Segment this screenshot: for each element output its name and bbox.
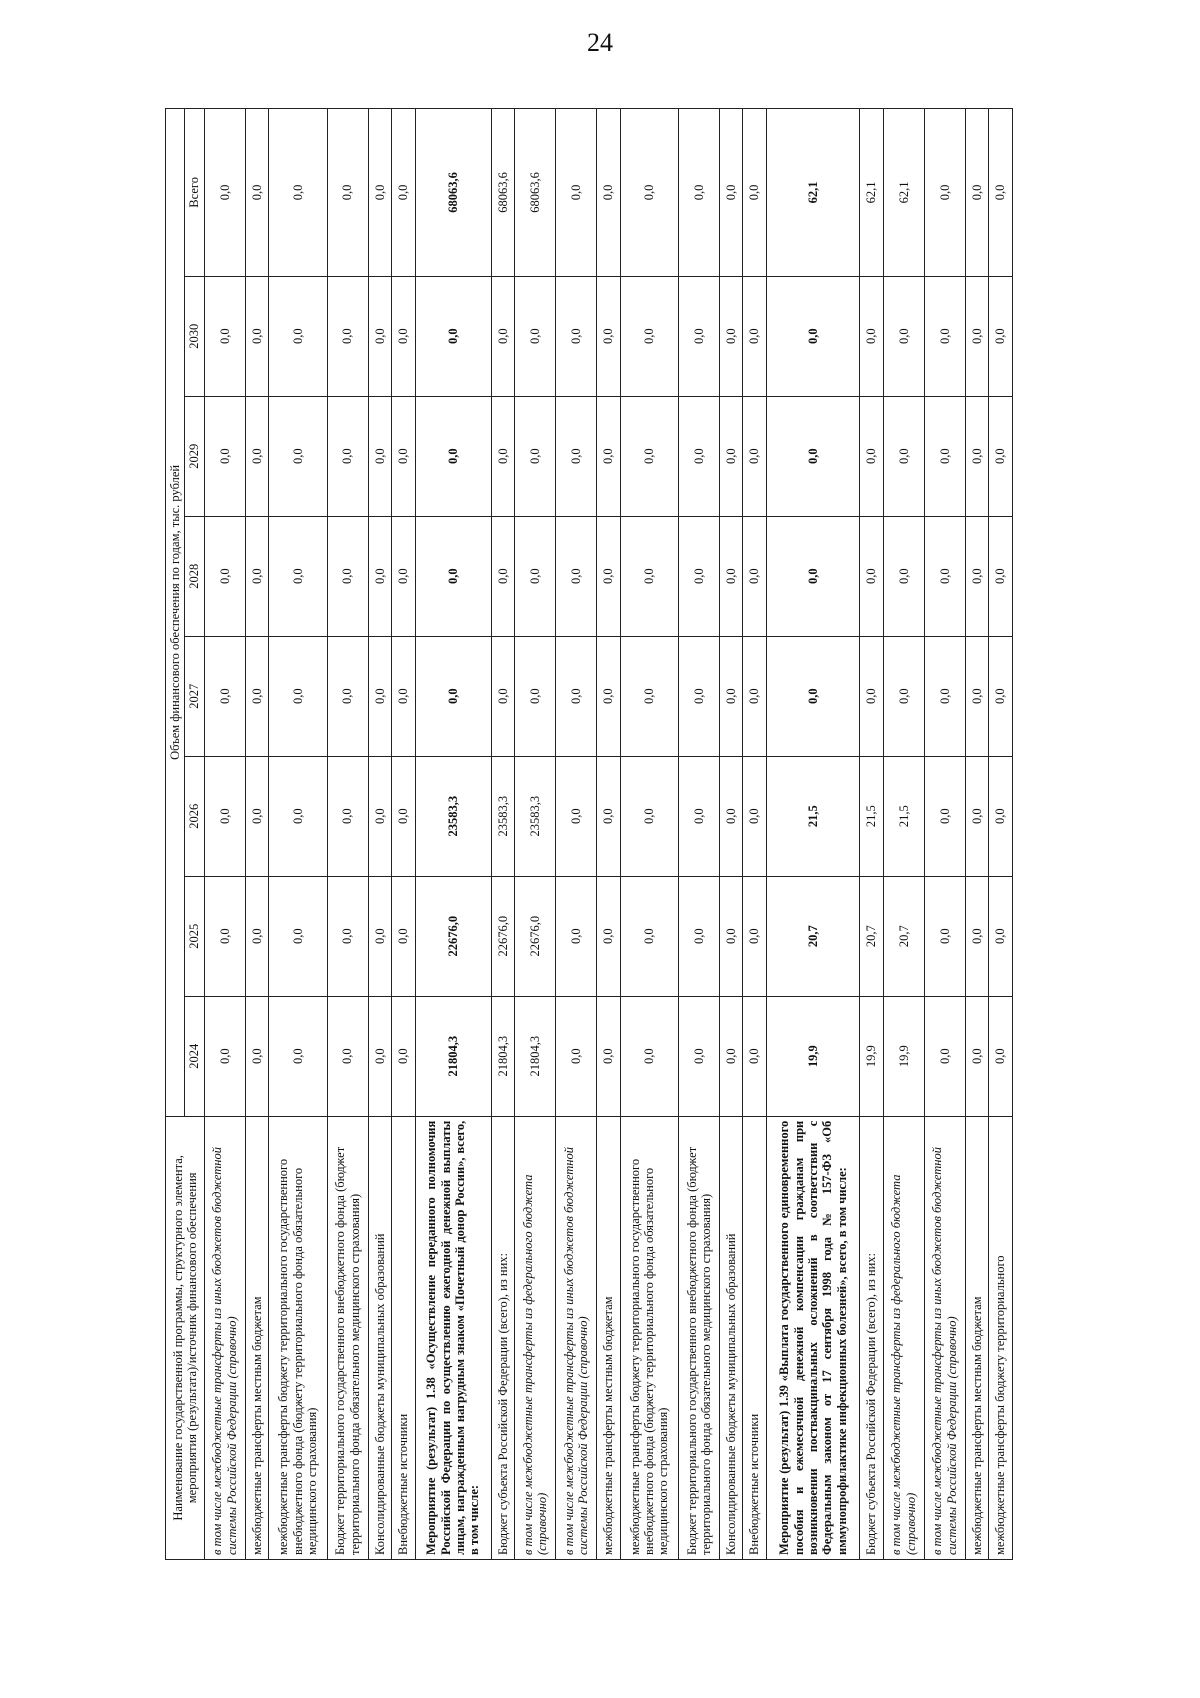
row-year-value: 23583,3 bbox=[491, 756, 515, 876]
row-name: межбюджетные трансферты бюджету территориального государственного внебюджетного фонда (бюджету территориального фонда обязательного медицинского страхования) bbox=[269, 1116, 327, 1559]
table-row bbox=[392, 109, 416, 1560]
row-name: Консолидированные бюджеты муниципальных образований bbox=[719, 1116, 743, 1559]
row-year-value: 22676,0 bbox=[491, 876, 515, 996]
row-year-value: 0,0 bbox=[368, 636, 392, 756]
row-name: Внебюджетные источники bbox=[392, 1116, 416, 1559]
row-name: Бюджет территориального государственного внебюджетного фонда (бюджет территориального фонда обязательного медицинского страхования) bbox=[327, 1116, 368, 1559]
table-row bbox=[860, 109, 884, 1560]
row-year-value: 0,0 bbox=[620, 516, 678, 636]
row-year-value: 0,0 bbox=[491, 516, 515, 636]
row-year-value: 0,0 bbox=[392, 876, 416, 996]
table-row bbox=[766, 109, 859, 1560]
row-year-value: 0,0 bbox=[556, 396, 597, 516]
row-year-value: 0,0 bbox=[204, 396, 245, 516]
row-year-value: 0,0 bbox=[597, 756, 621, 876]
row-name-text: в том числе межбюджетные трансферты из федерального бюджета (справочно) bbox=[520, 1174, 550, 1555]
row-year-value: 0,0 bbox=[392, 756, 416, 876]
table-row bbox=[719, 109, 743, 1560]
row-year-value: 0,0 bbox=[924, 756, 965, 876]
row-year-value: 0,0 bbox=[392, 276, 416, 396]
row-year-value: 0,0 bbox=[327, 636, 368, 756]
row-year-value: 0,0 bbox=[678, 516, 719, 636]
row-year-value: 0,0 bbox=[415, 276, 491, 396]
row-year-value: 0,0 bbox=[743, 276, 767, 396]
table-row bbox=[678, 109, 719, 1560]
row-year-value: 0,0 bbox=[392, 396, 416, 516]
row-year-value: 0,0 bbox=[269, 756, 327, 876]
table-row bbox=[597, 109, 621, 1560]
row-year-value: 0,0 bbox=[368, 756, 392, 876]
row-year-value: 0,0 bbox=[965, 756, 989, 876]
table-row bbox=[965, 109, 989, 1560]
row-year-value: 0,0 bbox=[965, 516, 989, 636]
row-year-value: 21804,3 bbox=[491, 996, 515, 1116]
row-name: межбюджетные трансферты бюджету территориального bbox=[989, 1116, 1013, 1559]
row-year-value: 0,0 bbox=[491, 396, 515, 516]
row-year-value: 0,0 bbox=[204, 876, 245, 996]
row-year-value: 0,0 bbox=[924, 876, 965, 996]
row-name-text: в том числе межбюджетные трансферты из иных бюджетов бюджетной системы Российской Федерации (справочно) bbox=[561, 1147, 591, 1555]
row-year-value: 0,0 bbox=[766, 636, 859, 756]
row-year-value: 0,0 bbox=[204, 756, 245, 876]
header-total: Всего bbox=[185, 109, 204, 277]
row-year-value: 0,0 bbox=[620, 996, 678, 1116]
row-year-value: 0,0 bbox=[327, 396, 368, 516]
row-total-value: 68063,6 bbox=[415, 109, 491, 277]
row-name: Консолидированные бюджеты муниципальных образований bbox=[368, 1116, 392, 1559]
row-year-value: 0,0 bbox=[415, 636, 491, 756]
row-year-value: 0,0 bbox=[924, 396, 965, 516]
row-total-value: 0,0 bbox=[556, 109, 597, 277]
row-year-value: 0,0 bbox=[719, 636, 743, 756]
row-year-value: 0,0 bbox=[556, 276, 597, 396]
row-total-value: 0,0 bbox=[245, 109, 269, 277]
row-year-value: 0,0 bbox=[678, 276, 719, 396]
row-year-value: 0,0 bbox=[597, 396, 621, 516]
header-year: 2025 bbox=[185, 876, 204, 996]
row-year-value: 0,0 bbox=[719, 756, 743, 876]
row-year-value: 0,0 bbox=[515, 396, 556, 516]
row-year-value: 0,0 bbox=[368, 396, 392, 516]
row-year-value: 21,5 bbox=[860, 756, 884, 876]
row-year-value: 0,0 bbox=[743, 756, 767, 876]
row-name: Бюджет субъекта Российской Федерации (всего), из них: bbox=[860, 1116, 884, 1559]
row-year-value: 0,0 bbox=[204, 516, 245, 636]
row-year-value: 0,0 bbox=[327, 996, 368, 1116]
row-name: Мероприятие (результат) 1.38 «Осуществление переданного полномочия Российской Федерации по осуществлению ежегодной денежной выплаты лицам, награжденным нагрудным знаком «Почетный донор России», всего, в том числе: bbox=[415, 1116, 491, 1559]
row-year-value: 0,0 bbox=[245, 636, 269, 756]
row-year-value: 0,0 bbox=[678, 636, 719, 756]
row-year-value: 0,0 bbox=[620, 276, 678, 396]
row-year-value: 23583,3 bbox=[415, 756, 491, 876]
financing-table bbox=[165, 108, 1013, 1560]
row-year-value: 0,0 bbox=[678, 876, 719, 996]
row-year-value: 0,0 bbox=[368, 516, 392, 636]
table-body bbox=[204, 109, 1012, 1560]
page-number: 24 bbox=[587, 28, 613, 57]
row-year-value: 21804,3 bbox=[415, 996, 491, 1116]
row-year-value: 0,0 bbox=[556, 756, 597, 876]
row-year-value: 0,0 bbox=[989, 636, 1013, 756]
row-year-value: 0,0 bbox=[597, 996, 621, 1116]
row-total-value: 0,0 bbox=[597, 109, 621, 277]
row-total-value: 0,0 bbox=[204, 109, 245, 277]
row-year-value: 0,0 bbox=[269, 996, 327, 1116]
row-year-value: 0,0 bbox=[743, 876, 767, 996]
table-row bbox=[204, 109, 245, 1560]
row-name: Бюджет субъекта Российской Федерации (всего), из них: bbox=[491, 1116, 515, 1559]
row-year-value: 21804,3 bbox=[515, 996, 556, 1116]
row-year-value: 0,0 bbox=[989, 516, 1013, 636]
row-year-value: 0,0 bbox=[515, 276, 556, 396]
table-row bbox=[556, 109, 597, 1560]
table-row bbox=[269, 109, 327, 1560]
row-name bbox=[556, 1116, 597, 1559]
row-year-value: 0,0 bbox=[597, 276, 621, 396]
row-year-value: 0,0 bbox=[989, 396, 1013, 516]
header-name: Наименование государственной программы, структурного элемента, мероприятия (результата)/источник финансового обеспечения bbox=[166, 1116, 205, 1559]
row-year-value: 0,0 bbox=[415, 396, 491, 516]
row-year-value: 0,0 bbox=[556, 636, 597, 756]
row-year-value: 0,0 bbox=[620, 636, 678, 756]
row-year-value: 0,0 bbox=[204, 996, 245, 1116]
row-name: Мероприятие (результат) 1.39 «Выплата государственного единовременного пособия и ежемесячной денежной компенсации гражданам при возникновении поствакцинальных осложнений в соответствии с Федеральным законом от 17 сентября 1998 года № 157-ФЗ «Об иммунопрофилактике инфекционных болезней», всего, в том числе: bbox=[766, 1116, 859, 1559]
table-row bbox=[491, 109, 515, 1560]
row-total-value: 0,0 bbox=[327, 109, 368, 277]
row-year-value: 0,0 bbox=[556, 516, 597, 636]
table-row bbox=[620, 109, 678, 1560]
row-total-value: 0,0 bbox=[678, 109, 719, 277]
row-year-value: 0,0 bbox=[719, 396, 743, 516]
row-year-value: 0,0 bbox=[269, 396, 327, 516]
row-year-value: 0,0 bbox=[327, 276, 368, 396]
row-year-value: 0,0 bbox=[245, 276, 269, 396]
table-row bbox=[515, 109, 556, 1560]
row-name: межбюджетные трансферты бюджету территориального государственного внебюджетного фонда (бюджету территориального фонда обязательного медицинского страхования) bbox=[620, 1116, 678, 1559]
row-year-value: 0,0 bbox=[965, 636, 989, 756]
row-year-value: 0,0 bbox=[515, 516, 556, 636]
row-year-value: 0,0 bbox=[883, 516, 924, 636]
row-year-value: 0,0 bbox=[392, 516, 416, 636]
row-total-value: 0,0 bbox=[989, 109, 1013, 277]
row-year-value: 22676,0 bbox=[415, 876, 491, 996]
row-year-value: 20,7 bbox=[766, 876, 859, 996]
row-year-value: 0,0 bbox=[860, 636, 884, 756]
row-year-value: 0,0 bbox=[766, 516, 859, 636]
row-year-value: 0,0 bbox=[743, 996, 767, 1116]
row-total-value: 0,0 bbox=[719, 109, 743, 277]
row-total-value: 62,1 bbox=[860, 109, 884, 277]
row-total-value: 62,1 bbox=[883, 109, 924, 277]
row-year-value: 0,0 bbox=[883, 276, 924, 396]
row-name: межбюджетные трансферты местным бюджетам bbox=[965, 1116, 989, 1559]
header-year: 2027 bbox=[185, 636, 204, 756]
table-row bbox=[327, 109, 368, 1560]
header-year: 2026 bbox=[185, 756, 204, 876]
row-year-value: 19,9 bbox=[860, 996, 884, 1116]
row-year-value: 0,0 bbox=[719, 996, 743, 1116]
row-year-value: 23583,3 bbox=[515, 756, 556, 876]
row-year-value: 0,0 bbox=[924, 276, 965, 396]
row-year-value: 0,0 bbox=[245, 396, 269, 516]
row-year-value: 0,0 bbox=[965, 996, 989, 1116]
row-total-value: 68063,6 bbox=[515, 109, 556, 277]
header-year: 2029 bbox=[185, 396, 204, 516]
row-year-value: 0,0 bbox=[989, 996, 1013, 1116]
row-year-value: 22676,0 bbox=[515, 876, 556, 996]
row-year-value: 0,0 bbox=[491, 636, 515, 756]
row-year-value: 0,0 bbox=[924, 636, 965, 756]
rotated-table-container bbox=[165, 108, 1013, 1560]
row-year-value: 0,0 bbox=[368, 996, 392, 1116]
row-year-value: 0,0 bbox=[491, 276, 515, 396]
row-year-value: 0,0 bbox=[743, 396, 767, 516]
row-total-value: 0,0 bbox=[620, 109, 678, 277]
row-year-value: 0,0 bbox=[620, 396, 678, 516]
row-year-value: 0,0 bbox=[392, 636, 416, 756]
row-year-value: 0,0 bbox=[766, 276, 859, 396]
row-year-value: 0,0 bbox=[245, 756, 269, 876]
row-year-value: 0,0 bbox=[620, 756, 678, 876]
row-year-value: 0,0 bbox=[883, 636, 924, 756]
row-year-value: 0,0 bbox=[204, 636, 245, 756]
row-year-value: 0,0 bbox=[269, 636, 327, 756]
row-year-value: 0,0 bbox=[965, 876, 989, 996]
row-year-value: 0,0 bbox=[719, 876, 743, 996]
table-row bbox=[245, 109, 269, 1560]
row-year-value: 0,0 bbox=[860, 276, 884, 396]
table-row bbox=[989, 109, 1013, 1560]
row-name-text: в том числе межбюджетные трансферты из иных бюджетов бюджетной системы Российской Федерации (справочно) bbox=[210, 1147, 239, 1555]
header-row-1 bbox=[166, 109, 185, 1560]
row-name bbox=[204, 1116, 245, 1559]
header-year: 2030 bbox=[185, 276, 204, 396]
row-year-value: 0,0 bbox=[556, 996, 597, 1116]
row-year-value: 0,0 bbox=[766, 396, 859, 516]
row-year-value: 0,0 bbox=[989, 876, 1013, 996]
row-year-value: 0,0 bbox=[327, 516, 368, 636]
row-name: межбюджетные трансферты местным бюджетам bbox=[245, 1116, 269, 1559]
row-total-value: 0,0 bbox=[965, 109, 989, 277]
row-year-value: 20,7 bbox=[860, 876, 884, 996]
row-year-value: 0,0 bbox=[678, 756, 719, 876]
row-total-value: 0,0 bbox=[392, 109, 416, 277]
row-year-value: 0,0 bbox=[743, 636, 767, 756]
row-year-value: 0,0 bbox=[245, 996, 269, 1116]
table-row bbox=[368, 109, 392, 1560]
row-year-value: 0,0 bbox=[924, 996, 965, 1116]
row-year-value: 0,0 bbox=[204, 276, 245, 396]
header-year: 2028 bbox=[185, 516, 204, 636]
row-year-value: 0,0 bbox=[678, 396, 719, 516]
row-name-text: в том числе межбюджетные трансферты из федерального бюджета (справочно) bbox=[889, 1174, 918, 1555]
row-total-value: 0,0 bbox=[743, 109, 767, 277]
table-row bbox=[415, 109, 491, 1560]
row-year-value: 0,0 bbox=[860, 396, 884, 516]
row-year-value: 0,0 bbox=[719, 516, 743, 636]
row-year-value: 0,0 bbox=[965, 396, 989, 516]
row-year-value: 0,0 bbox=[989, 276, 1013, 396]
row-total-value: 62,1 bbox=[766, 109, 859, 277]
row-total-value: 0,0 bbox=[924, 109, 965, 277]
row-year-value: 0,0 bbox=[620, 876, 678, 996]
row-year-value: 0,0 bbox=[269, 276, 327, 396]
table-row bbox=[743, 109, 767, 1560]
table-row bbox=[924, 109, 965, 1560]
table-row bbox=[883, 109, 924, 1560]
row-total-value: 68063,6 bbox=[491, 109, 515, 277]
row-year-value: 0,0 bbox=[368, 276, 392, 396]
table-frame bbox=[165, 108, 1013, 1560]
row-year-value: 0,0 bbox=[597, 516, 621, 636]
row-year-value: 0,0 bbox=[924, 516, 965, 636]
row-year-value: 19,9 bbox=[766, 996, 859, 1116]
row-year-value: 0,0 bbox=[719, 276, 743, 396]
row-total-value: 0,0 bbox=[368, 109, 392, 277]
row-year-value: 0,0 bbox=[415, 516, 491, 636]
row-year-value: 0,0 bbox=[327, 876, 368, 996]
row-year-value: 0,0 bbox=[883, 396, 924, 516]
row-year-value: 0,0 bbox=[392, 996, 416, 1116]
row-year-value: 0,0 bbox=[965, 276, 989, 396]
row-year-value: 0,0 bbox=[597, 876, 621, 996]
row-year-value: 0,0 bbox=[860, 516, 884, 636]
row-year-value: 0,0 bbox=[245, 876, 269, 996]
row-total-value: 0,0 bbox=[269, 109, 327, 277]
row-year-value: 19,9 bbox=[883, 996, 924, 1116]
row-name: Бюджет территориального государственного внебюджетного фонда (бюджет территориального фонда обязательного медицинского страхования) bbox=[678, 1116, 719, 1559]
row-name: Внебюджетные источники bbox=[743, 1116, 767, 1559]
row-year-value: 0,0 bbox=[989, 756, 1013, 876]
row-year-value: 0,0 bbox=[515, 636, 556, 756]
row-year-value: 0,0 bbox=[597, 636, 621, 756]
row-name bbox=[515, 1116, 556, 1559]
row-name bbox=[924, 1116, 965, 1559]
row-year-value: 0,0 bbox=[556, 876, 597, 996]
row-year-value: 21,5 bbox=[766, 756, 859, 876]
row-year-value: 0,0 bbox=[269, 876, 327, 996]
header-group: Объем финансового обеспечения по годам, тыс. рублей bbox=[166, 109, 185, 1117]
row-year-value: 0,0 bbox=[269, 516, 327, 636]
row-name bbox=[883, 1116, 924, 1559]
row-name-text: в том числе межбюджетные трансферты из иных бюджетов бюджетной системы Российской Федерации (справочно) bbox=[930, 1147, 959, 1555]
row-year-value: 0,0 bbox=[245, 516, 269, 636]
row-year-value: 20,7 bbox=[883, 876, 924, 996]
row-year-value: 0,0 bbox=[327, 756, 368, 876]
row-year-value: 0,0 bbox=[743, 516, 767, 636]
row-year-value: 0,0 bbox=[368, 876, 392, 996]
row-name: межбюджетные трансферты местным бюджетам bbox=[597, 1116, 621, 1559]
header-year: 2024 bbox=[185, 996, 204, 1116]
row-year-value: 21,5 bbox=[883, 756, 924, 876]
row-year-value: 0,0 bbox=[678, 996, 719, 1116]
